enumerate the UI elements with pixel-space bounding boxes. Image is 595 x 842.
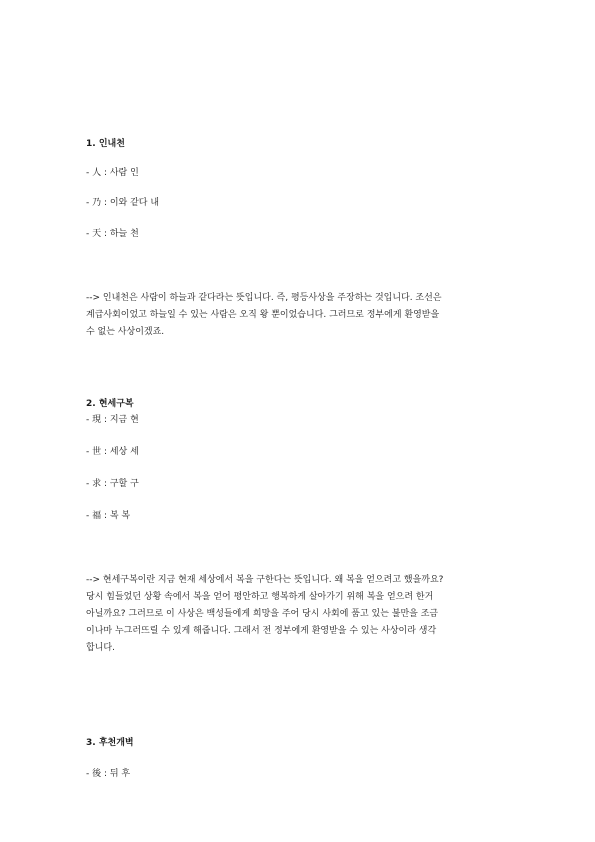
section-2-item: - 世 : 세상 세 — [86, 447, 139, 457]
section-1-item: - 天 : 하늘 천 — [86, 229, 139, 239]
paragraph-line: 합니다. — [86, 643, 115, 653]
paragraph-line: 아닐까요? 그러므로 이 사상은 백성들에게 희망을 주어 당시 사회에 품고 있는 불만을 조금 — [86, 609, 439, 619]
paragraph-line: 당시 힘들었던 상황 속에서 복을 얻어 평안하고 행복하게 살아가기 위해 복을 얻으려 한거 — [86, 592, 434, 602]
paragraph-line: 이나마 누그러뜨릴 수 있게 해줍니다. 그래서 전 정부에게 환영받을 수 있는 사상이라 생각 — [86, 626, 437, 636]
section-2-item: - 現 : 지금 현 — [86, 415, 139, 425]
section-3-title: 3. 후천개벽 — [86, 738, 134, 748]
section-1-explanation — [86, 290, 516, 341]
section-3-item: - 後 : 뒤 후 — [86, 769, 131, 779]
section-2-title: 2. 현세구복 — [86, 399, 134, 409]
paragraph-line: --> 인내천은 사람이 하늘과 같다라는 뜻입니다. 즉, 평등사상을 주장하는 것입니다. 조선은 — [86, 293, 442, 303]
section-2-item: - 求 : 구할 구 — [86, 479, 139, 489]
section-1-item: - 人 : 사람 인 — [86, 168, 139, 178]
section-2-explanation — [86, 572, 516, 657]
section-1-item: - 乃 : 이와 같다 내 — [86, 198, 160, 208]
paragraph-line: 계급사회이었고 하늘일 수 있는 사람은 오직 왕 뿐이었습니다. 그러므로 정부에게 환영받을 — [86, 310, 440, 320]
section-2-item: - 福 : 복 복 — [86, 511, 131, 521]
paragraph-line: 수 없는 사상이겠죠. — [86, 327, 165, 337]
section-1-title: 1. 인내천 — [86, 139, 125, 149]
paragraph-line: --> 현세구복이란 지금 현재 세상에서 복을 구한다는 뜻입니다. 왜 복을 얻으려고 했을까요? — [86, 575, 444, 585]
